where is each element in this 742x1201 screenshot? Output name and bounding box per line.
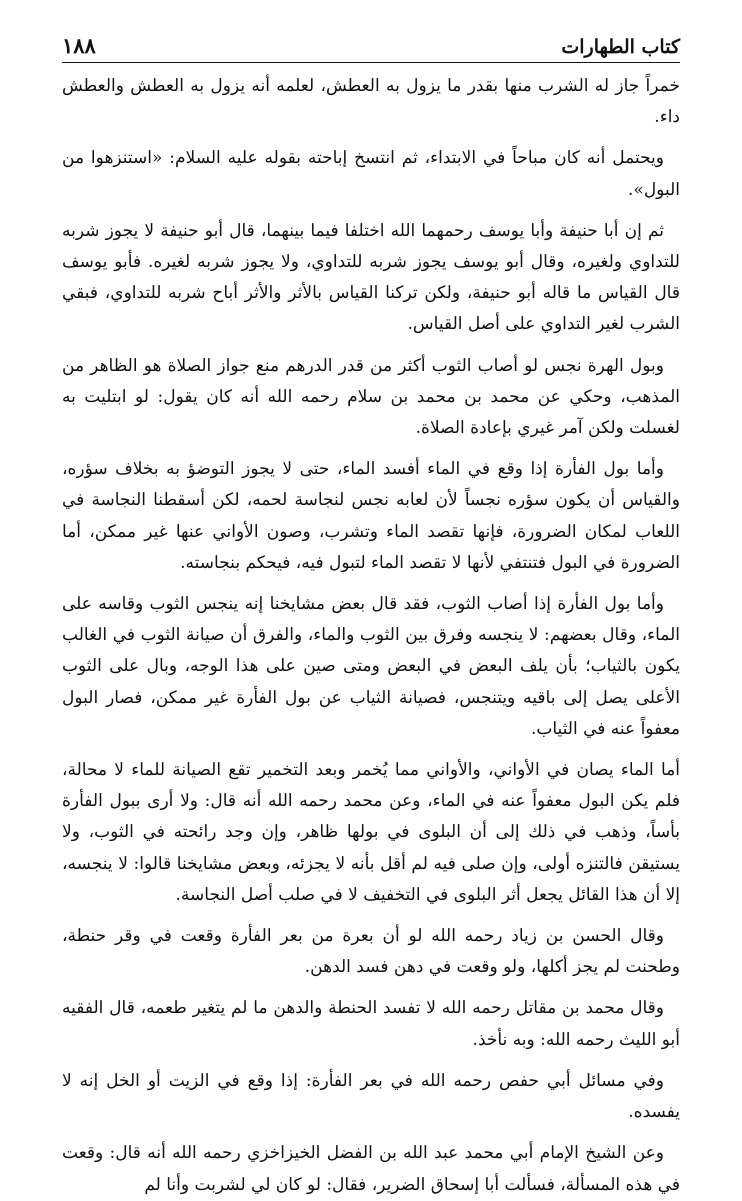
paragraph-4: وبول الهرة نجس لو أصاب الثوب أكثر من قدر الدرهم منع جواز الصلاة هو الظاهر من المذهب، وحكي عن محمد بن محمد بن سلام رحمه الله أنه كان يقول: لو ابتليت به لغسلت ولكن آمر غيري بإعادة الصلاة. [62, 355, 680, 439]
body-text [62, 71, 680, 1201]
paragraph-8: وقال الحسن بن زياد رحمه الله لو أن بعرة من بعر الفأرة وقعت في وقر حنطة، وطحنت لم يجز أكلها، ولو وقعت في دهن فسد الدهن. [62, 926, 680, 978]
paragraph-7: أما الماء يصان في الأواني، والأواني مما يُخمر وبعد التخمير تقع الصيانة للماء لا محالة، فلم يكن البول معفواً عنه في الماء، وعن محمد رحمه الله أنه قال: ولا أرى ببول الفأرة بأساً، وذهب في ذلك إلى أن البلوى في بولها ظاهر، وإن وجد رائحته في الثوب، ولا يستيقن فالتنزه أولى، وإن صلى فيه لم أقل بأنه لا يجزئه، وبعض مشايخنا قالوا: لا ينجسه، إلا أن هذا القائل يجعل أثر البلوى في التخفيف لا في صلب أصل النجاسة. [62, 760, 680, 905]
page-number: ١٨٨ [62, 33, 96, 58]
paragraph-6: وأما بول الفأرة إذا أصاب الثوب، فقد قال بعض مشايخنا إنه ينجس الثوب وقاسه على الماء، وقال بعضهم: لا ينجسه وفرق بين الثوب والماء، والفرق أن صيانة الثوب في الغالب يكون بالثياب؛ بأن يلف البعض في البعض ومتى صين على هذا الوجه، وبال على الثوب الأعلى يصل إلى باقيه ويتنجس، فصيانة الثياب عن بول الفأرة غير ممكن، فصار البول معفواً عنه في الثياب. [62, 594, 680, 739]
paragraph-10: وفي مسائل أبي حفص رحمه الله في بعر الفأرة: إذا وقع في الزيت أو الخل إنه لا يفسده. [62, 1070, 680, 1123]
paragraph-11: وعن الشيخ الإمام أبي محمد عبد الله بن الفضل الخيزاخزي رحمه الله أنه قال: وقعت في هذه المسألة، فسألت أبا إسحاق الضرير، فقال: لو كان لي لشربت وأنا لم [62, 1143, 680, 1195]
paragraph-5: وأما بول الفأرة إذا وقع في الماء أفسد الماء، حتى لا يجوز التوضؤ به بخلاف سؤره، والقياس أن يكون سؤره نجساً لأن لعابه نجس لنجاسة لحمه، لكن أسقطنا النجاسة في اللعاب لمكان الضرورة، فإنها تقصد الماء وتشرب، وصون الأواني عنها غير ممكن، أما الضرورة في البول فتنتفي لأنها لا تقصد الماء لتبول فيه، فيحكم بنجاسته. [62, 459, 680, 573]
page-header [62, 24, 680, 63]
paragraph-2: ويحتمل أنه كان مباحاً في الابتداء، ثم انتسخ إباحته بقوله عليه السلام: «استنزهوا من البول». [62, 148, 680, 200]
paragraph-9: وقال محمد بن مقاتل رحمه الله لا تفسد الحنطة والدهن ما لم يتغير طعمه، قال الفقيه أبو الليث رحمه الله: وبه نأخذ. [62, 998, 680, 1050]
paragraph-1: خمراً جاز له الشرب منها بقدر ما يزول به العطش، لعلمه أنه يزول به العطش والعطش داء. [62, 76, 680, 128]
running-title: كتاب الطهارات [561, 36, 680, 58]
paragraph-3: ثم إن أبا حنيفة وأبا يوسف رحمهما الله اختلفا فيما بينهما، قال أبو حنيفة لا يجوز شربه للتداوي ولغيره، وقال أبو يوسف يجوز شربه للتداوي، ولا يجوز شربه لغيره. فأبو يوسف قال القياس ما قاله أبو حنيفة، ولكن تركنا القياس بالأثر والأثر أباح شربه للتداوي، فبقي الشرب لغير التداوي على أصل القياس. [62, 220, 680, 335]
